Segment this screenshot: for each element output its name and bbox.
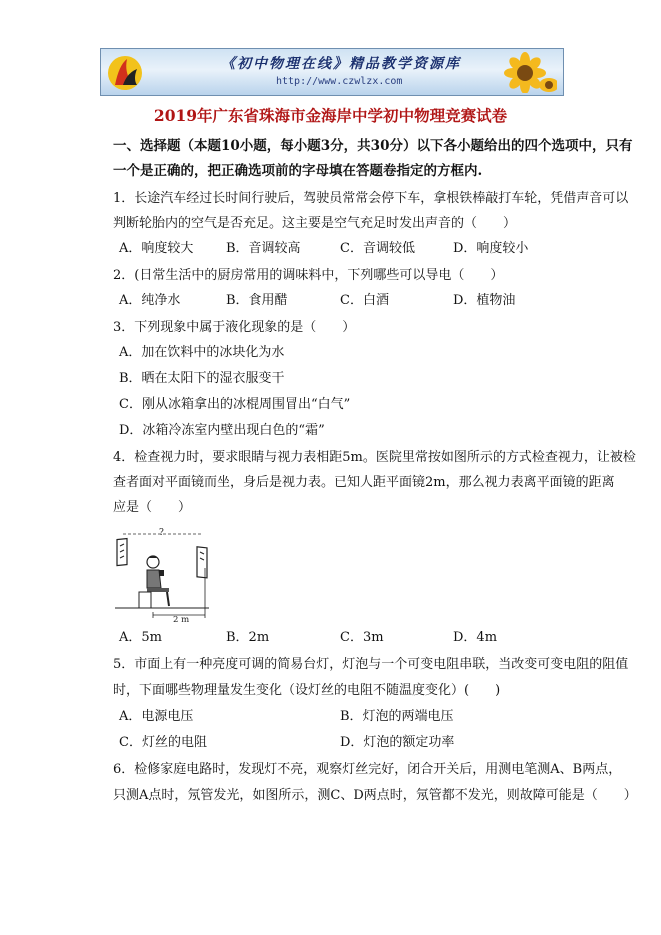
figure-question-label: ?	[159, 528, 164, 538]
q2-option-b: B．食用醋	[226, 293, 288, 308]
q4-option-b: B．2m	[226, 630, 270, 645]
q4-option-a: A．5m	[119, 630, 162, 645]
q5-option-d: D．灯泡的额定功率	[340, 735, 455, 750]
q1-option-a: A．响度较大	[119, 241, 194, 256]
q3-option-d: D．冰箱冷冻室内壁出现白色的“霜”	[119, 423, 325, 438]
eye-chart-icon	[117, 539, 127, 566]
q6-stem-line2: 只测A点时，氖管发光，如图所示，测C、D两点时，氖管都不发光，则故障可能是（ ）	[113, 788, 637, 803]
q5-option-b: B．灯泡的两端电压	[340, 709, 454, 724]
q5-stem-line2: 时，下面哪些物理量发生变化（设灯丝的电阻不随温度变化）( )	[113, 683, 501, 698]
q1-option-c: C．音调较低	[340, 241, 415, 256]
q2-option-d: D．植物油	[453, 293, 516, 308]
q5-option-c: C．灯丝的电阻	[119, 735, 207, 750]
q3-option-a: A．加在饮料中的冰块化为水	[119, 345, 285, 360]
q5-option-a: A．电源电压	[119, 709, 194, 724]
q3-stem-line1: 3．下列现象中属于液化现象的是（ ）	[113, 320, 356, 335]
q2-stem-line1: 2．(日常生活中的厨房常用的调味料中，下列哪些可以导电（ ）	[113, 268, 504, 283]
q1-stem-line2: 判断轮胎内的空气是否充足。这主要是空气充足时发出声音的（ ）	[113, 216, 517, 231]
q2-option-c: C．白酒	[340, 293, 389, 308]
q6-stem-line1: 6．检修家庭电路时，发现灯不亮，观察灯丝完好，闭合开关后，用测电笔测A、B两点，	[113, 762, 622, 777]
q4-stem-line2: 查者面对平面镜而坐，身后是视力表。已知人距平面镜2m，那么视力表离平面镜的距离	[113, 475, 615, 490]
q5-stem-line1: 5．市面上有一种亮度可调的简易台灯，灯泡与一个可变电阻串联，当改变可变电阻的阻值	[113, 657, 629, 672]
q3-option-b: B．晒在太阳下的湿衣服变干	[119, 371, 285, 386]
q2-option-a: A．纯净水	[119, 293, 181, 308]
banner-title: 《初中物理在线》精品教学资源库	[221, 56, 461, 72]
site-logo-icon	[103, 51, 147, 93]
banner-url: http://www.czwlzx.com	[276, 76, 403, 87]
mirror-icon	[197, 547, 207, 578]
q4-option-d: D．4m	[453, 630, 498, 645]
q4-stem-line1: 4．检查视力时，要求眼睛与视力表相距5m。医院里常按如图所示的方式检查视力，让被检	[113, 450, 636, 465]
q1-option-b: B．音调较高	[226, 241, 301, 256]
page-title: 2019年广东省珠海市金海岸中学初中物理竞赛试卷	[153, 106, 508, 125]
person-seated-icon	[139, 556, 169, 609]
q3-option-c: C．刚从冰箱拿出的冰棍周围冒出“白气”	[119, 397, 351, 412]
section-heading-line1: 一、选择题（本题10小题，每小题3分，共30分）以下各小题给出的四个选项中，只有	[113, 138, 633, 154]
q4-option-c: C．3m	[340, 630, 384, 645]
q1-stem-line1: 1．长途汽车经过长时间行驶后，驾驶员常常会停下车，拿根铁棒敲打车轮，凭借声音可以	[113, 191, 629, 206]
eye-chart-mirror-figure	[113, 526, 213, 624]
figure-distance-label: 2 m	[173, 615, 190, 624]
header-banner	[100, 48, 564, 96]
section-heading-line2: 一个是正确的，把正确选项前的字母填在答题卷指定的方框内.	[113, 163, 483, 179]
q4-stem-line3: 应是（ ）	[113, 500, 192, 515]
q1-option-d: D．响度较小	[453, 241, 529, 256]
sunflower-icon	[487, 51, 557, 93]
